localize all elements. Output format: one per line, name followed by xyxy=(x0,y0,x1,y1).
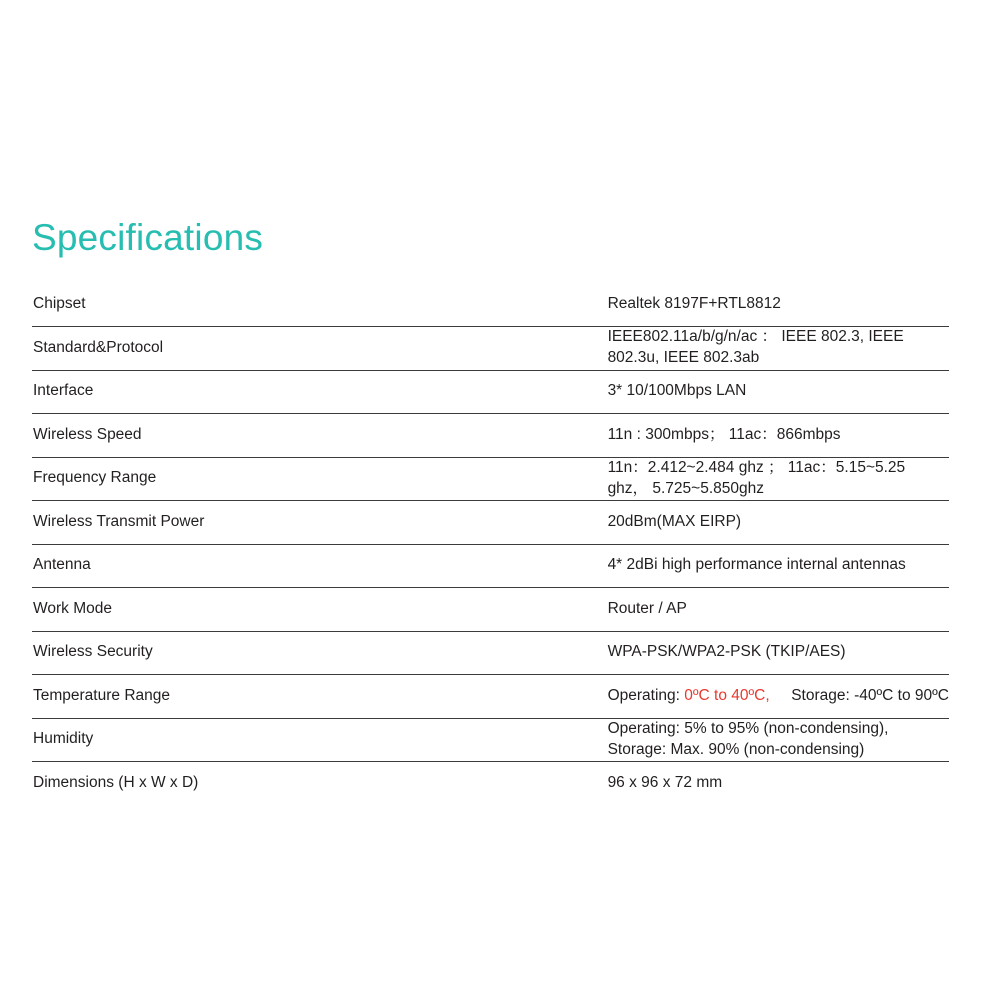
spec-label: Frequency Range xyxy=(32,457,317,501)
spec-label: Interface xyxy=(32,370,317,414)
spec-value: 11n : 300mbps； 11ac：866mbps xyxy=(317,414,949,458)
table-row xyxy=(32,588,949,632)
table-row xyxy=(32,718,949,762)
spec-label: Dimensions (H x W x D) xyxy=(33,774,199,792)
table-row xyxy=(32,283,949,327)
specifications-table xyxy=(32,283,949,805)
page-title: Specifications xyxy=(32,217,264,258)
spec-value: WPA-PSK/WPA2-PSK (TKIP/AES) xyxy=(317,631,949,675)
table-row xyxy=(32,414,949,458)
spec-label: Chipset xyxy=(32,283,317,327)
table-row xyxy=(32,675,949,719)
table-row xyxy=(32,370,949,414)
spec-label: Wireless Security xyxy=(32,631,317,675)
spec-label: Antenna xyxy=(32,544,317,588)
spec-label: Humidity xyxy=(32,718,317,762)
spec-value xyxy=(317,675,949,719)
spec-value: 4* 2dBi high performance internal antennas xyxy=(317,544,949,588)
spec-value: Operating: 5% to 95% (non-condensing), Storage: Max. 90% (non-condensing) xyxy=(317,718,949,762)
table-row xyxy=(32,327,949,371)
spec-value: 3* 10/100Mbps LAN xyxy=(317,370,949,414)
spec-label: Standard&Protocol xyxy=(32,327,317,371)
spec-value-part-accent: 0ºC to 40ºC, xyxy=(684,686,770,704)
spec-label: Work Mode xyxy=(32,588,317,632)
spec-value: Router / AP xyxy=(317,588,949,632)
table-row xyxy=(32,501,949,545)
table-row xyxy=(32,762,949,806)
spec-label: Temperature Range xyxy=(32,675,317,719)
spec-value-part: Storage: -40ºC to 90ºC xyxy=(769,686,949,704)
spec-value: 20dBm(MAX EIRP) xyxy=(317,501,949,545)
spec-value: 11n：2.412~2.484 ghz ； 11ac：5.15~5.25 ghz， 5.725~5.850ghz xyxy=(317,457,949,501)
spec-value: 96 x 96 x 72 mm xyxy=(607,774,723,792)
spec-value-part: Operating: xyxy=(607,686,685,704)
spec-value: IEEE802.11a/b/g/n/ac ： IEEE 802.3, IEEE 802.3u, IEEE 802.3ab xyxy=(317,327,949,371)
spec-label: Wireless Transmit Power xyxy=(32,501,317,545)
table-row xyxy=(32,631,949,675)
specifications-table-body xyxy=(32,283,949,805)
table-row xyxy=(32,457,949,501)
table-row xyxy=(32,544,949,588)
spec-label: Wireless Speed xyxy=(32,414,317,458)
spec-value: Realtek 8197F+RTL8812 xyxy=(317,283,949,327)
